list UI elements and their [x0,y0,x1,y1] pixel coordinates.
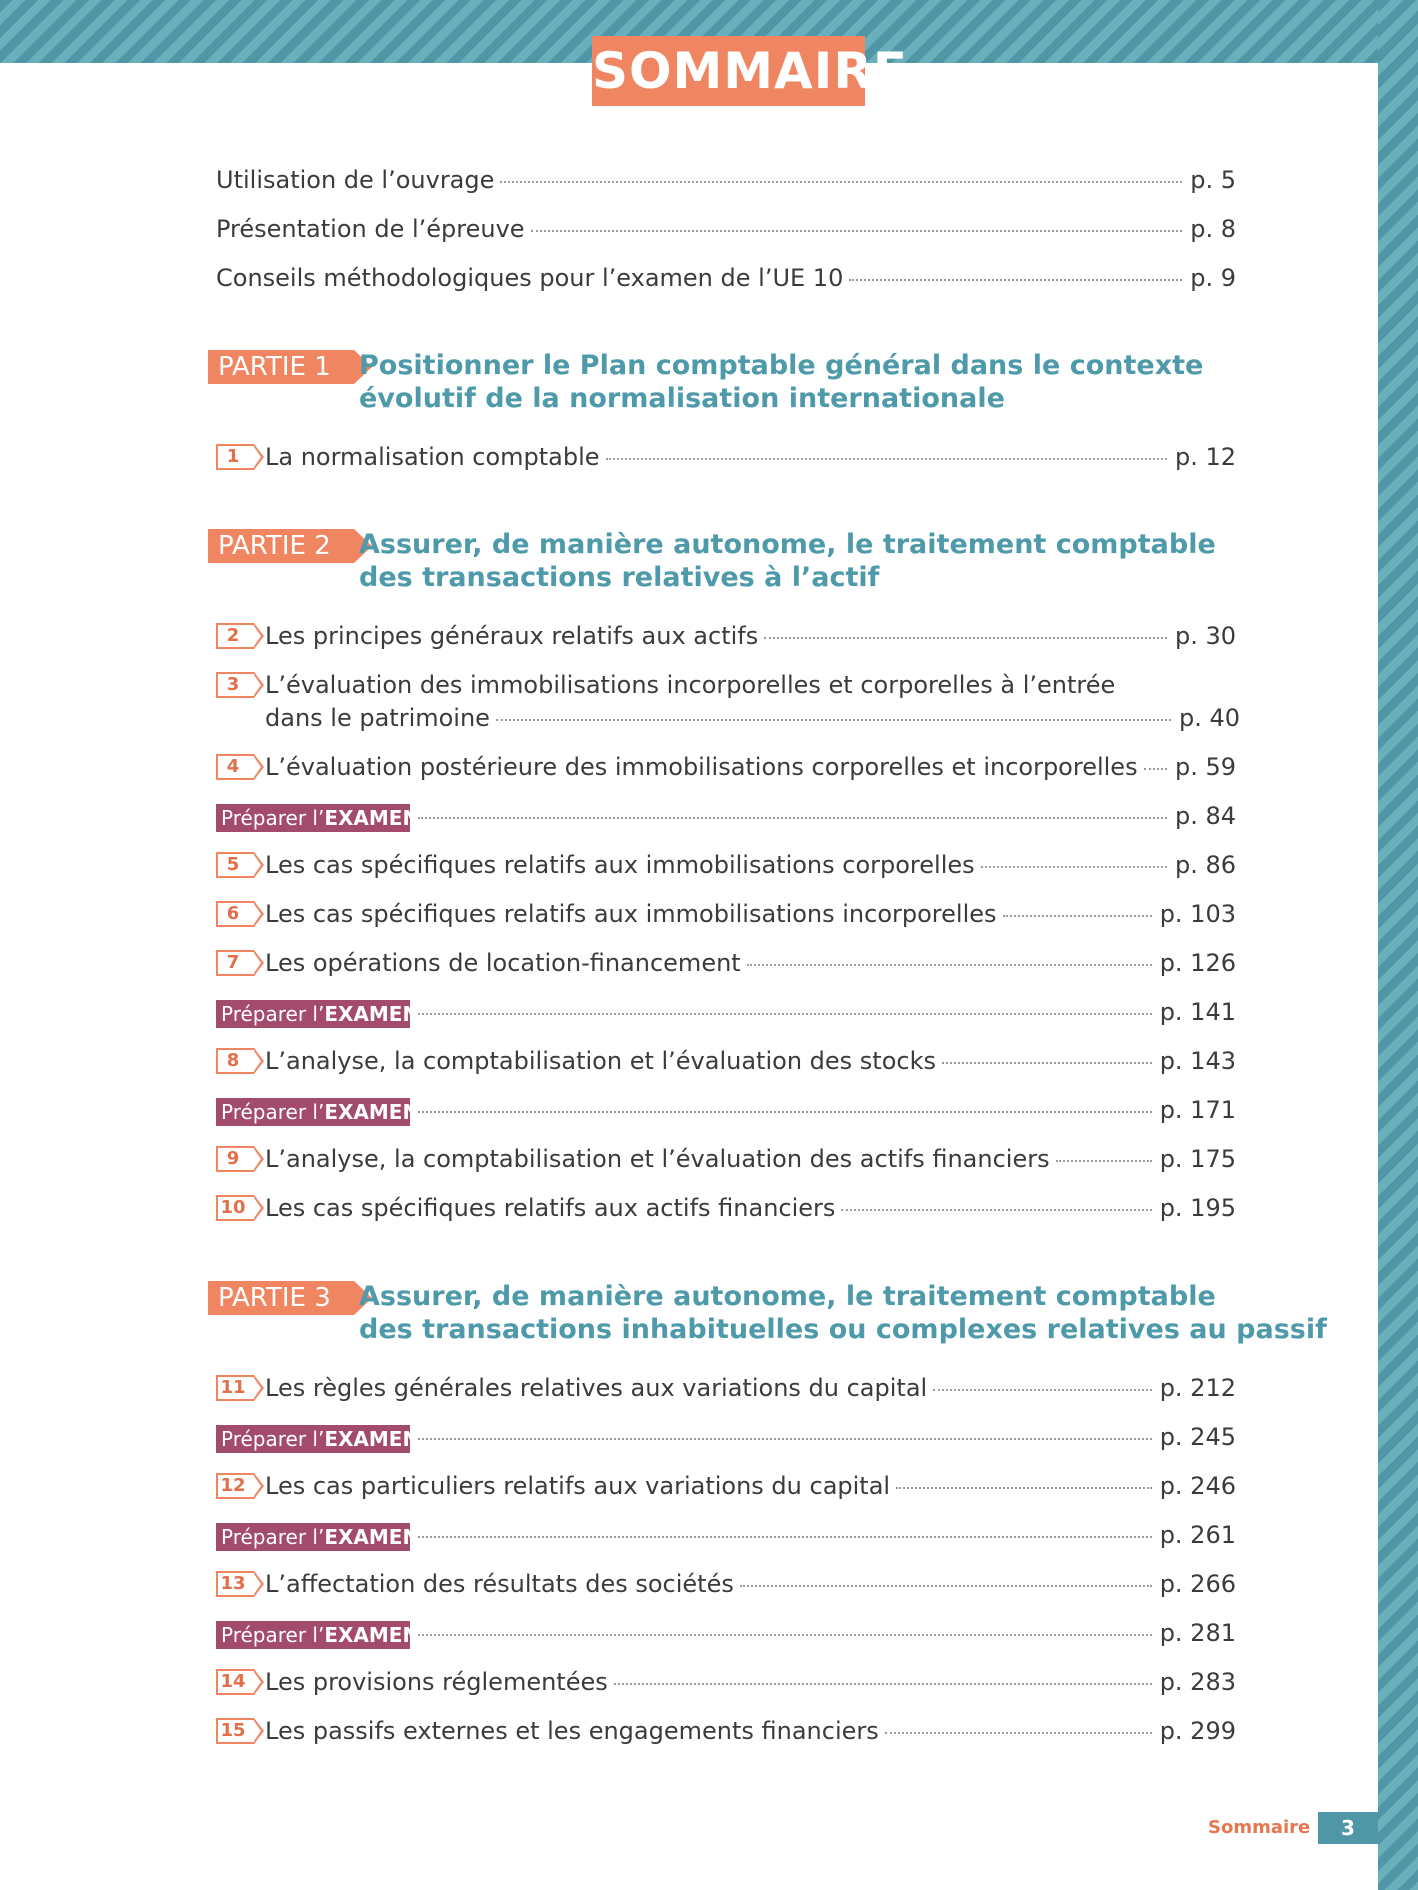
chapter-number-badge: 7 [216,950,254,976]
right-decorative-band [1378,0,1418,1890]
toc-exam-line[interactable] [412,1618,1236,1648]
toc-entry-text: Présentation de l’épreuve [216,215,525,243]
toc-chapter-line[interactable] [265,850,1236,880]
toc-chapter-line[interactable] [265,1471,1236,1501]
toc-chapter-line[interactable] [265,703,1240,733]
prepare-exam-badge [216,1621,420,1649]
dot-leader [981,866,1167,868]
exam-badge-prefix: Préparer l’ [221,1002,325,1026]
chapter-number-badge: 15 [216,1718,254,1744]
dot-leader [849,279,1182,281]
toc-entry-text: L’affectation des résultats des sociétés [265,1570,734,1598]
exam-badge-prefix: Préparer l’ [221,1427,325,1451]
toc-page-number: p. 30 [1174,622,1236,650]
dot-leader [418,1536,1152,1538]
page-title: SOMMAIRE [592,36,865,106]
dot-leader [418,1438,1152,1440]
chapter-number-badge: 10 [216,1195,254,1221]
dot-leader [942,1062,1152,1064]
toc-chapter-line[interactable] [265,899,1236,929]
exam-badge-strong: EXAMEN [324,1525,420,1549]
toc-page-number: p. 59 [1174,753,1236,781]
exam-badge-strong: EXAMEN [324,1002,420,1026]
exam-badge-strong: EXAMEN [324,1623,420,1647]
toc-page-number: p. 126 [1159,949,1236,977]
toc-entry-text: L’analyse, la comptabilisation et l’évaluation des stocks [265,1047,936,1075]
toc-entry-text: Les règles générales relatives aux variations du capital [265,1374,928,1402]
exam-badge-strong: EXAMEN [324,1427,420,1451]
exam-badge-prefix: Préparer l’ [221,806,325,830]
part-title-line: Positionner le Plan comptable général dans le contexte [359,350,1204,381]
toc-entry-text: Les passifs externes et les engagements financiers [265,1717,879,1745]
toc-chapter-line[interactable] [265,1373,1236,1403]
toc-entry-text: La normalisation comptable [265,443,600,471]
chapter-number-badge: 6 [216,901,254,927]
toc-page-number: p. 171 [1159,1096,1236,1124]
dot-leader [418,1634,1152,1636]
part-label: PARTIE 2 [208,529,354,563]
chapter-number-badge: 12 [216,1473,254,1499]
prepare-exam-badge [216,1425,420,1453]
chapter-number-badge: 14 [216,1669,254,1695]
chapter-number-badge: 5 [216,852,254,878]
part-title-line: des transactions relatives à l’actif [359,562,880,593]
dot-leader [496,719,1171,721]
toc-chapter-line[interactable] [265,442,1236,472]
prepare-exam-badge [216,1523,420,1551]
dot-leader [1056,1160,1152,1162]
dot-leader [841,1209,1151,1211]
toc-chapter-line[interactable] [265,1193,1236,1223]
dot-leader [933,1389,1151,1391]
chapter-number-badge: 9 [216,1146,254,1172]
part-title-line: des transactions inhabituelles ou complexes relatives au passif [359,1314,1327,1345]
toc-page-number: p. 261 [1159,1521,1236,1549]
exam-badge-prefix: Préparer l’ [221,1100,325,1124]
toc-chapter-line[interactable] [265,1046,1236,1076]
toc-page-number: p. 195 [1159,1194,1236,1222]
dot-leader [500,181,1182,183]
toc-entry-text: Les cas spécifiques relatifs aux actifs financiers [265,1194,836,1222]
toc-exam-line[interactable] [412,801,1236,831]
chapter-number-badge: 13 [216,1571,254,1597]
part-title-line: évolutif de la normalisation internationale [359,383,1005,414]
dot-leader [885,1732,1152,1734]
toc-chapter-line[interactable] [265,948,1236,978]
toc-entry-text: Les cas spécifiques relatifs aux immobilisations incorporelles [265,900,997,928]
toc-entry-text: L’analyse, la comptabilisation et l’évaluation des actifs financiers [265,1145,1050,1173]
toc-chapter-line[interactable] [265,1569,1236,1599]
dot-leader [531,230,1183,232]
toc-intro-line [216,214,1236,244]
toc-intro-line [216,263,1236,293]
prepare-exam-badge [216,804,420,832]
chapter-number-badge: 4 [216,754,254,780]
chapter-number-badge: 3 [216,672,254,698]
footer-page-number: 3 [1318,1812,1378,1844]
toc-page-number: p. 245 [1159,1423,1236,1451]
toc-intro-line [216,165,1236,195]
toc-entry-text: L’évaluation postérieure des immobilisations corporelles et incorporelles [265,753,1138,781]
exam-badge-strong: EXAMEN [324,806,420,830]
toc-chapter-line[interactable] [265,1667,1236,1697]
toc-page-number: p. 12 [1174,443,1236,471]
prepare-exam-badge [216,1000,420,1028]
dot-leader [740,1585,1152,1587]
part-title-line: Assurer, de manière autonome, le traitement comptable [359,1281,1216,1312]
part-label: PARTIE 3 [208,1281,354,1315]
prepare-exam-badge [216,1098,420,1126]
exam-badge-strong: EXAMEN [324,1100,420,1124]
toc-entry-text: Conseils méthodologiques pour l’examen de l’UE 10 [216,264,844,292]
toc-page-number: p. 141 [1159,998,1236,1026]
dot-leader [1144,768,1167,770]
dot-leader [764,637,1167,639]
toc-page-number: p. 9 [1190,264,1236,292]
dot-leader [606,458,1167,460]
toc-page-number: p. 266 [1159,1570,1236,1598]
part-title-line: Assurer, de manière autonome, le traitement comptable [359,529,1216,560]
toc-page-number: p. 299 [1159,1717,1236,1745]
exam-badge-prefix: Préparer l’ [221,1623,325,1647]
dot-leader [747,964,1152,966]
toc-entry-text: Utilisation de l’ouvrage [216,166,495,194]
toc-chapter-line[interactable] [265,621,1236,651]
toc-exam-line[interactable] [412,997,1236,1027]
chapter-number-badge: 8 [216,1048,254,1074]
toc-page-number: p. 40 [1178,704,1240,732]
toc-page-number: p. 8 [1190,215,1236,243]
chapter-number-badge: 1 [216,444,254,470]
toc-entry-text: Les opérations de location-financement [265,949,741,977]
toc-page-number: p. 281 [1159,1619,1236,1647]
dot-leader [896,1487,1152,1489]
toc-page-number: p. 84 [1174,802,1236,830]
part-label: PARTIE 1 [208,350,354,384]
dot-leader [418,1013,1152,1015]
footer-section-label: Sommaire [1208,1817,1311,1838]
toc-entry-text-continued: dans le patrimoine [265,704,490,732]
exam-badge-prefix: Préparer l’ [221,1525,325,1549]
dot-leader [614,1683,1152,1685]
toc-exam-line[interactable] [412,1520,1236,1550]
dot-leader [1003,915,1152,917]
dot-leader [418,1111,1152,1113]
toc-page-number: p. 86 [1174,851,1236,879]
toc-page-number: p. 5 [1190,166,1236,194]
toc-page-number: p. 103 [1159,900,1236,928]
toc-exam-line[interactable] [412,1422,1236,1452]
chapter-number-badge: 2 [216,623,254,649]
toc-chapter-line[interactable] [265,752,1236,782]
chapter-number-badge: 11 [216,1375,254,1401]
toc-entry-text: Les cas spécifiques relatifs aux immobilisations corporelles [265,851,975,879]
toc-entry-text: Les principes généraux relatifs aux actifs [265,622,759,650]
toc-chapter-line[interactable] [265,1144,1236,1174]
toc-page-number: p. 283 [1159,1668,1236,1696]
toc-entry-text: Les cas particuliers relatifs aux variations du capital [265,1472,891,1500]
toc-page-number: p. 212 [1159,1374,1236,1402]
toc-chapter-line[interactable] [265,1716,1236,1746]
toc-page-number: p. 246 [1159,1472,1236,1500]
toc-entry-text: L’évaluation des immobilisations incorporelles et corporelles à l’entrée [265,671,1116,699]
dot-leader [418,817,1167,819]
toc-page-number: p. 175 [1159,1145,1236,1173]
toc-entry-text: Les provisions réglementées [265,1668,608,1696]
toc-page-number: p. 143 [1159,1047,1236,1075]
toc-exam-line[interactable] [412,1095,1236,1125]
